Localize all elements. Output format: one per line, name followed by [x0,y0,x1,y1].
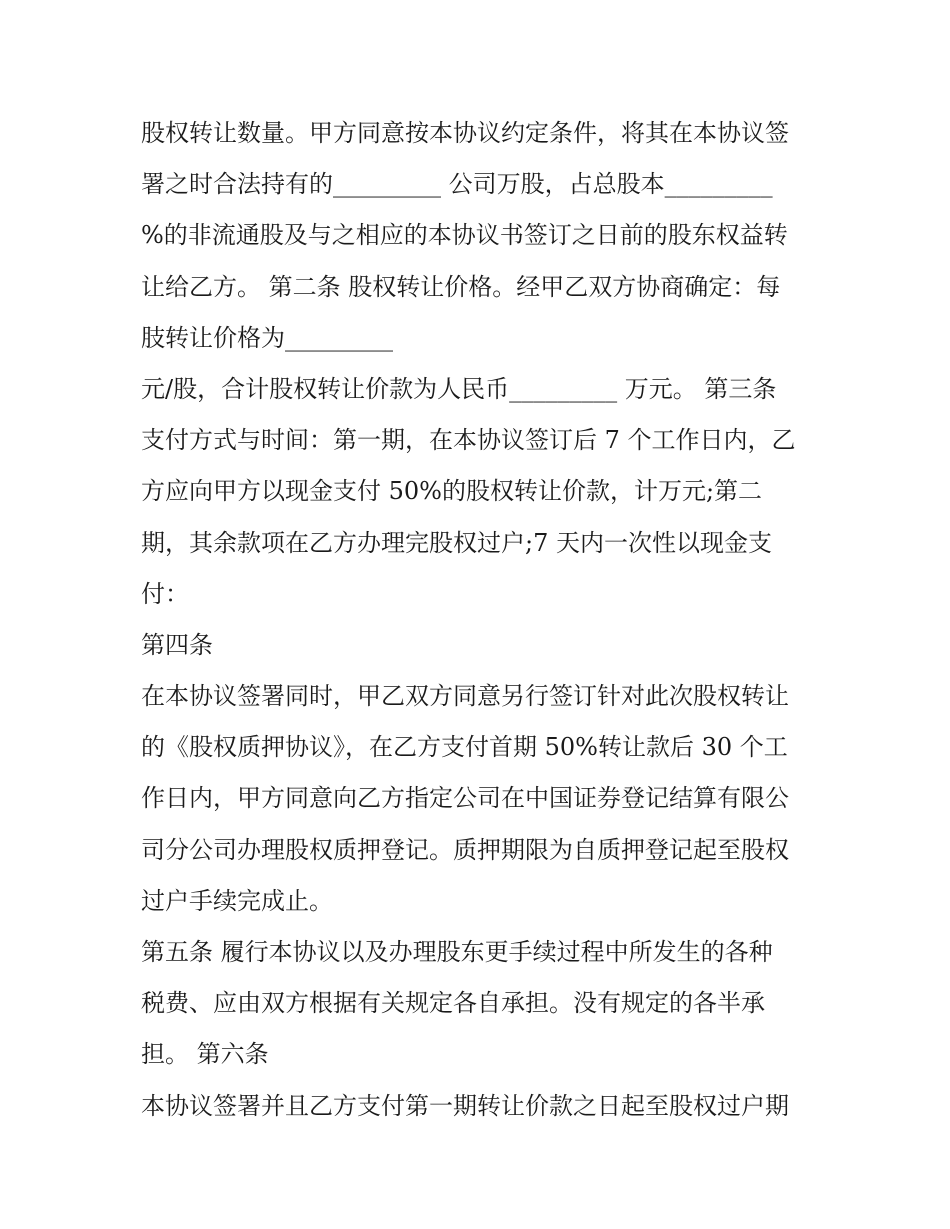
text-line: 的《股权质押协议》，在乙方支付首期 50%转让款后 30 个工 [141,733,788,762]
text-line: 司分公司办理股权质押登记。质押期限为自质押登记起至股权 [141,835,789,864]
document-body [141,108,821,1132]
text-line: 税费、应由双方根据有关规定各自承担。没有规定的各半承 [141,989,765,1018]
text-line: 方应向甲方以现金支付 50%的股权转让价款，计万元;第二 [141,477,763,506]
text-line: 第四条 [141,630,213,659]
text-line: 担。 第六条 [141,1040,269,1069]
text-line: %的非流通股及与之相应的本协议书签订之日前的股东权益转 [141,221,788,250]
text-line: 作日内，甲方同意向乙方指定公司在中国证券登记结算有限公 [141,784,789,813]
text-line: 期，其余款项在乙方办理完股权过户;7 天内一次性以现金支 [141,528,772,557]
text-line: 在本协议签署同时，甲乙双方同意另行签订针对此次股权转让 [141,682,789,711]
text-line: 肢转让价格为_________ [141,323,393,352]
text-line: 股权转让数量。甲方同意按本协议约定条件，将其在本协议签 [141,119,789,147]
text-line: 让给乙方。 第二条 股权转让价格。经甲乙双方协商确定：每 [141,272,781,301]
text-line: 付： [141,579,189,608]
text-line: 第五条 履行本协议以及办理股东更手续过程中所发生的各种 [141,938,773,966]
text-line: 支付方式与时间：第一期，在本协议签订后 7 个工作日内，乙 [141,426,796,455]
text-line: 署之时合法持有的_________ 公司万股，占总股本_________ [141,170,773,199]
text-line: 本协议签署并且乙方支付第一期转让价款之日起至股权过户期 [141,1091,789,1120]
text-line: 元/股，合计股权转让价款为人民币_________ 万元。 第三条 [141,374,777,403]
text-line: 过户手续完成止。 [141,886,333,915]
